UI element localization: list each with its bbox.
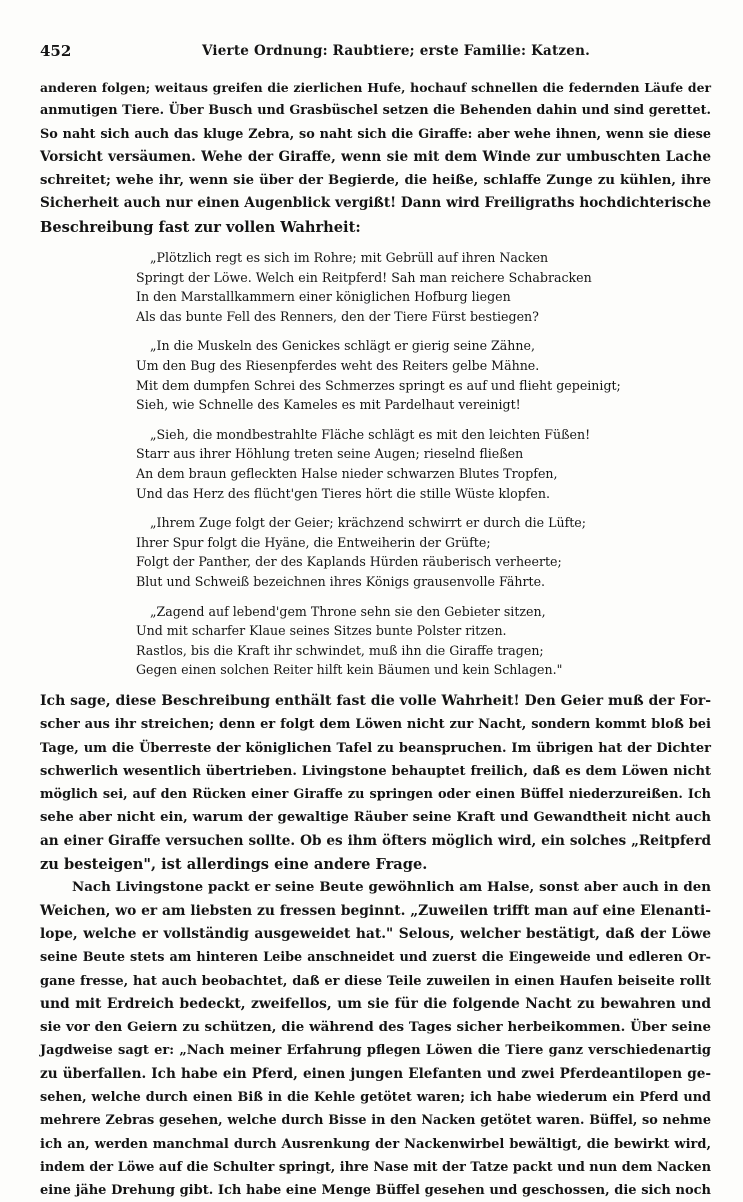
poem-line: „Zagend auf lebend'gem Throne sehn sie den Gebieter sitzen,: [150, 603, 546, 619]
poem-stanza: [136, 248, 711, 326]
poem-line: Starr aus ihrer Höhlung treten seine Augen; rieselnd fließen: [136, 446, 524, 462]
text-line: sehe aber nicht ein, warum der gewaltige Räuber seine Kraft und Gewandtheit nicht auch: [40, 810, 711, 826]
poem-line: Gegen einen solchen Reiter hilft kein Bäumen und kein Schlagen.": [136, 662, 563, 678]
poem-line: Und mit scharfer Klaue seines Sitzes bunte Polster ritzen.: [136, 623, 507, 639]
text-line: anderen folgen; weitaus greifen die zierlichen Hufe, hochauf schnellen die federnden Läufe der: [40, 80, 711, 95]
text-line: Vorsicht versäumen. Wehe der Giraffe, wenn sie mit dem Winde zur umbuschten Lache: [40, 148, 711, 165]
text-line: So naht sich auch das kluge Zebra, so naht sich die Giraffe: aber wehe ihnen, wenn sie diese: [40, 126, 711, 142]
poem-line: Blut und Schweiß bezeichnen ihres Königs grausenvolle Fährte.: [136, 573, 546, 589]
page-header: [40, 42, 711, 64]
text-line: ich an, werden manchmal durch Ausrenkung der Nackenwirbel bewältigt, die bewirkt wird,: [40, 1136, 711, 1152]
paragraph-1: [40, 76, 711, 239]
poem-line: Springt der Löwe. Welch ein Reitpferd! Sah man reichere Schabracken: [136, 269, 592, 285]
text-line: indem der Löwe auf die Schulter springt, ihre Nase mit der Tatze packt und nun dem Nacken: [40, 1159, 711, 1175]
text-line: zu besteigen", ist allerdings eine andere Frage.: [40, 856, 428, 874]
poem-line: „Plötzlich regt es sich im Rohre; mit Gebrüll auf ihren Nacken: [150, 250, 549, 266]
text-line: und mit Erdreich bedeckt, zweifellos, um sie für die folgende Nacht zu bewahren und: [40, 995, 711, 1012]
text-line: Nach Livingstone packt er seine Beute gewöhnlich am Halse, sonst aber auch in den: [72, 879, 711, 896]
text-line: Weichen, wo er am liebsten zu fressen beginnt. „Zuweilen trifft man auf eine Elenanti-: [40, 902, 711, 919]
text-line: Ich sage, diese Beschreibung enthält fast die volle Wahrheit! Den Geier muß der For-: [40, 692, 712, 709]
text-line: mehrere Zebras gesehen, welche durch Bisse in den Nacken getötet waren. Büffel, so nehme: [40, 1113, 711, 1129]
text-line: an einer Giraffe versuchen sollte. Ob es ihm öfters möglich wird, ein solches „Reitpferd: [40, 832, 711, 849]
poem-line: Sieh, wie Schnelle des Kameles es mit Pardelhaut vereinigt!: [136, 397, 521, 413]
poem-line: Und das Herz des flücht'gen Tieres hört die stille Wüste klopfen.: [136, 485, 550, 501]
poem-quote: [136, 248, 711, 680]
text-line: eine jähe Drehung gibt. Ich habe eine Menge Büffel gesehen und geschossen, die sich noch: [40, 1183, 711, 1199]
poem-stanza: [136, 602, 711, 680]
text-line: schwerlich wesentlich übertrieben. Livingstone behauptet freilich, daß es dem Löwen nicht: [40, 763, 711, 779]
poem-line: Rastlos, bis die Kraft ihr schwindet, muß ihn die Giraffe tragen;: [136, 642, 544, 658]
poem-line: In den Marstallkammern einer königlichen Hofburg liegen: [136, 289, 511, 305]
paragraph-2: [40, 690, 711, 876]
page-number: 452: [40, 42, 72, 60]
text-line: sehen, welche durch einen Biß in die Kehle getötet waren; ich habe wiederum ein Pferd und: [40, 1090, 711, 1105]
poem-line: Folgt der Panther, der des Kaplands Hürden räuberisch verheerte;: [136, 554, 562, 570]
poem-stanza: [136, 425, 711, 503]
poem-line: Ihrer Spur folgt die Hyäne, die Entweiherin der Grüfte;: [136, 534, 491, 550]
text-line: zu überfallen. Ich habe ein Pferd, einen jungen Elefanten und zwei Pferdeantilopen ge-: [40, 1065, 711, 1082]
poem-line: „Sieh, die mondbestrahlte Fläche schlägt es mit den leichten Füßen!: [150, 426, 591, 442]
text-line: schreitet; wehe ihr, wenn sie über der Begierde, die heiße, schlaffe Zunge zu kühlen, ihre: [40, 173, 711, 189]
text-line: Jagdweise sagt er: „Nach meiner Erfahrung pflegen Löwen die Tiere ganz verschiedenartig: [40, 1043, 711, 1059]
poem-line: An dem braun gefleckten Halse nieder schwarzen Blutes Tropfen,: [136, 466, 558, 482]
text-line: lope, welche er vollständig ausgeweidet hat." Selous, welcher bestätigt, daß der Löwe: [40, 925, 711, 942]
text-line: möglich sei, auf den Rücken einer Giraffe zu springen oder einen Büffel niederzureißen. Ich: [40, 787, 711, 803]
text-line: gane fresse, hat auch beobachtet, daß er diese Teile zuweilen in einen Haufen beiseite rollt: [40, 973, 711, 989]
text-line: Tage, um die Überreste der königlichen Tafel zu beanspruchen. Im übrigen hat der Dichter: [40, 740, 711, 756]
poem-line: Als das bunte Fell des Renners, den der Tiere Fürst bestiegen?: [136, 308, 539, 324]
text-line: scher aus ihr streichen; denn er folgt dem Löwen nicht zur Nacht, sondern kommt bloß bei: [40, 717, 711, 733]
text-line: sie vor den Geiern zu schützen, die während des Tages sicher herbeikommen. Über seine: [40, 1019, 711, 1036]
text-line: Sicherheit auch nur einen Augenblick vergißt! Dann wird Freiligraths hochdichterische: [40, 195, 711, 212]
poem-stanza: [136, 513, 711, 591]
poem-line: Um den Bug des Riesenpferdes weht des Reiters gelbe Mähne.: [136, 358, 540, 374]
poem-line: „Ihrem Zuge folgt der Geier; krächzend schwirrt er durch die Lüfte;: [150, 515, 587, 531]
poem-line: Mit dem dumpfen Schrei des Schmerzes springt es auf und flieht gepeinigt;: [136, 377, 621, 393]
paragraph-3: [40, 876, 711, 1202]
poem-line: „In die Muskeln des Genickes schlägt er gierig seine Zähne,: [150, 338, 535, 354]
running-head: Vierte Ordnung: Raubtiere; erste Familie: Katzen.: [202, 43, 590, 59]
text-line: Beschreibung fast zur vollen Wahrheit:: [40, 218, 361, 236]
poem-stanza: [136, 336, 711, 414]
text-line: seine Beute stets am hinteren Leibe anschneidet und zuerst die Eingeweide und edleren Or-: [40, 950, 711, 966]
text-line: anmutigen Tiere. Über Busch und Grasbüschel setzen die Behenden dahin und sind gerettet.: [40, 103, 711, 119]
